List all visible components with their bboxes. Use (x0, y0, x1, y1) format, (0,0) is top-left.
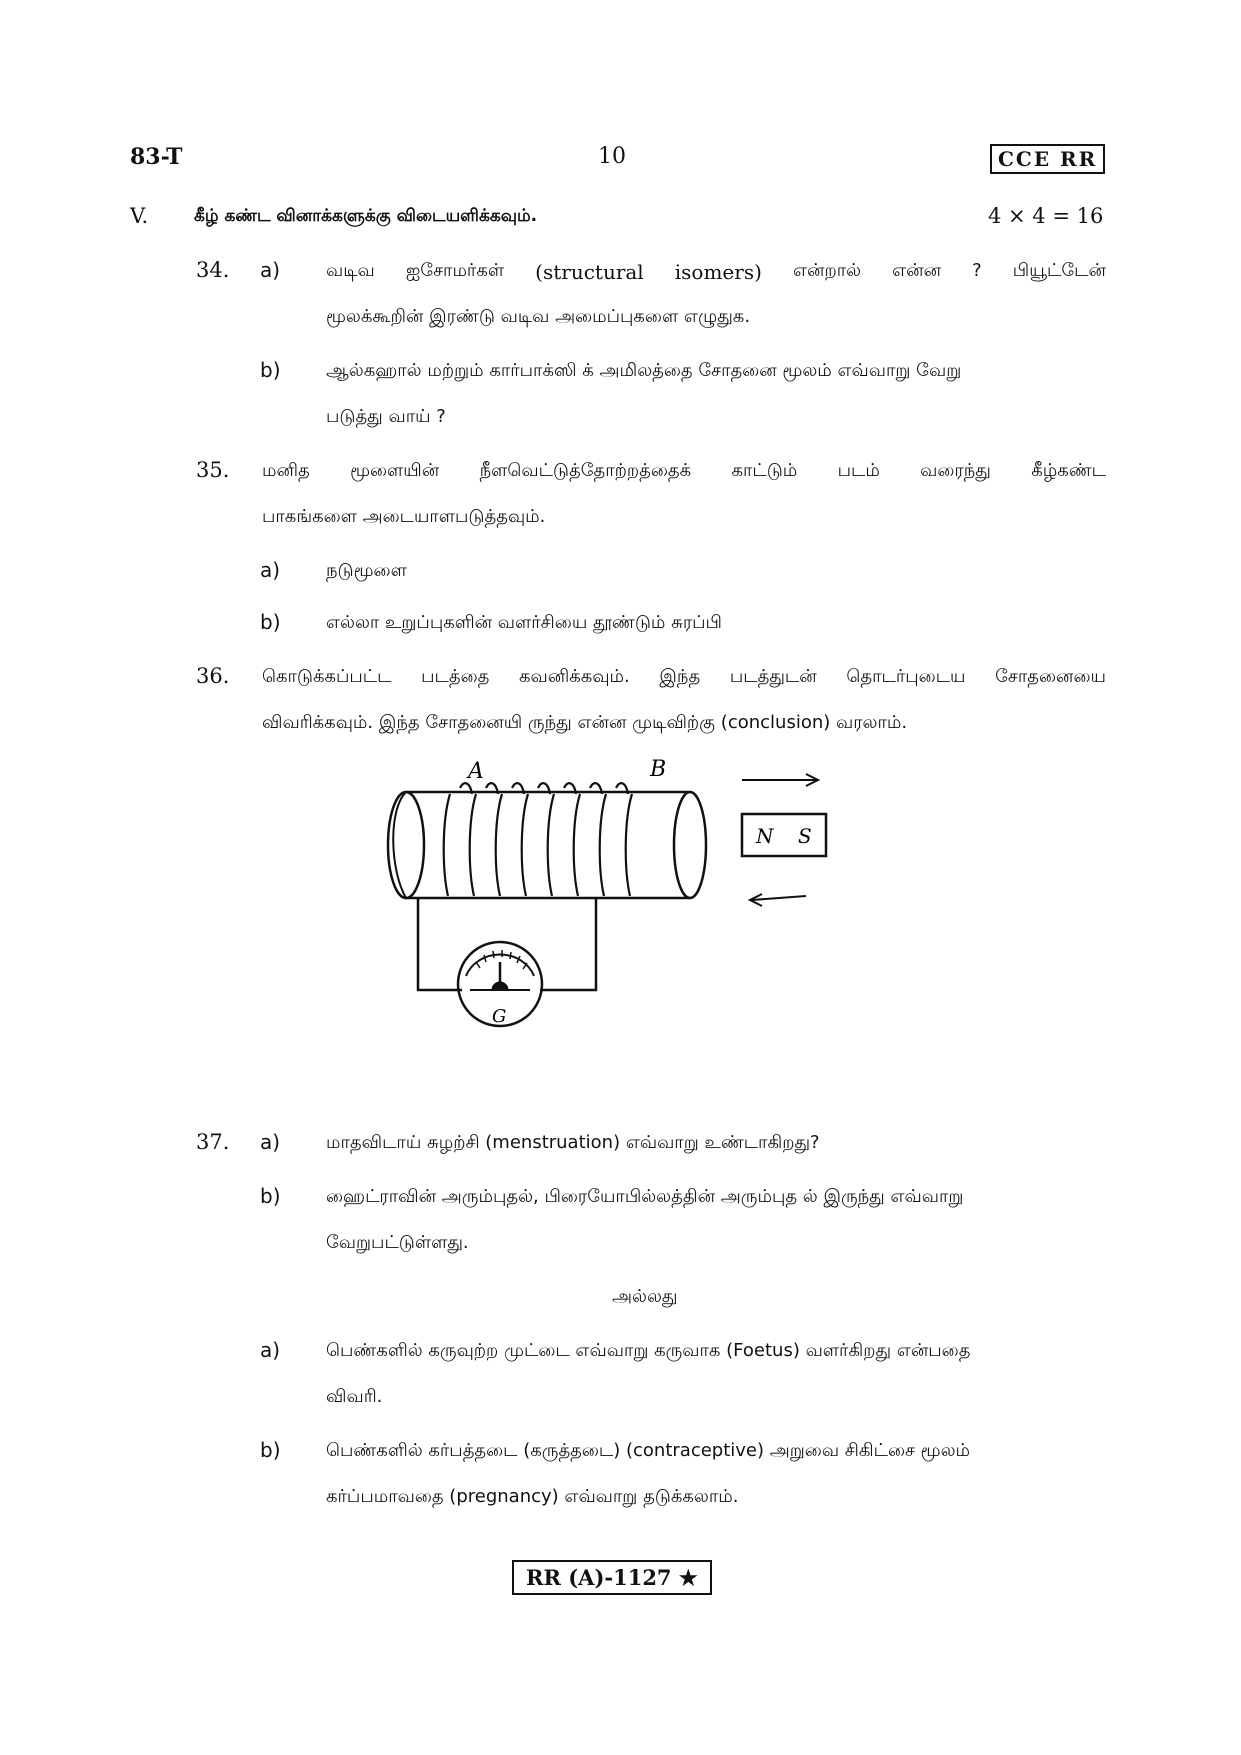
word: சோதனையை (995, 666, 1106, 687)
word: கீழ்கண்ட (1031, 460, 1106, 481)
q34a-line1 (326, 260, 1106, 284)
word: படம் (837, 460, 880, 481)
sub-label: b) (260, 610, 281, 634)
q37b-line2: வேறுபட்டுள்ளது. (326, 1232, 469, 1253)
magnet-s: S (798, 824, 812, 848)
q37-alt-a-line1: பெண்களில் கருவுற்ற முட்டை எவ்வாறு கருவாக (Foetus) வளர்கிறது என்பதை (326, 1340, 971, 1361)
sub-label: a) (260, 1130, 281, 1154)
magnet-n: N (756, 824, 774, 848)
induction-figure (380, 750, 940, 1100)
word: (structural (535, 260, 644, 284)
sub-label: a) (260, 1338, 281, 1362)
word: கொடுக்கப்பட்ட (262, 666, 392, 687)
label-b: B (650, 757, 667, 782)
q37-alt-b-line2: கர்ப்பமாவதை (pregnancy) எவ்வாறு தடுக்கலாம். (326, 1486, 739, 1507)
q34a-line2: மூலக்கூறின் இரண்டு வடிவ அமைப்புகளை எழுதுக. (326, 306, 751, 327)
galvanometer-label: G (492, 1006, 507, 1027)
q37a-text: மாதவிடாய் சுழற்சி (menstruation) எவ்வாறு உண்டாகிறது? (326, 1132, 820, 1153)
q37b-line1: ஹைட்ராவின் அரும்புதல், பிரையோபில்லத்தின் அரும்புத ல் இருந்து எவ்வாறு (326, 1186, 964, 1207)
circuit-wires (418, 898, 596, 990)
question-number: 35. (196, 458, 230, 482)
word: பியூட்டேன் (1012, 260, 1106, 281)
word: வரைந்து (920, 460, 991, 481)
q34b-line2: படுத்து வாய் ? (326, 406, 446, 427)
coil-windings (444, 783, 632, 896)
word: ஐசோமர்கள் (405, 260, 505, 281)
word: இந்த (659, 666, 701, 687)
word: வடிவ (326, 260, 375, 281)
word: என்ன (892, 260, 942, 281)
word: என்றால் (792, 260, 862, 281)
q36-line1 (262, 666, 1106, 689)
question-number: 34. (196, 258, 230, 282)
word: நீளவெட்டுத்தோற்றத்தைக் (479, 460, 692, 481)
word: தொடர்புடைய (846, 666, 966, 687)
bar-magnet (742, 814, 826, 856)
q35-line2: பாகங்களை அடையாளபடுத்தவும். (262, 506, 546, 527)
page-number: 10 (598, 144, 626, 169)
word: படத்தை (421, 666, 490, 687)
q37-alt-a-line2: விவரி. (326, 1386, 383, 1407)
sub-label: a) (260, 258, 281, 282)
q34b-line1: ஆல்கஹால் மற்றும் கார்பாக்ஸி க் அமிலத்தை சோதனை மூலம் எவ்வாறு வேறு (326, 360, 962, 381)
section-marks: 4 × 4 = 16 (988, 204, 1104, 228)
sub-label: b) (260, 358, 281, 382)
paper-code: 83-T (130, 144, 183, 170)
question-number: 37. (196, 1130, 230, 1154)
q35a-text: நடுமூளை (326, 560, 407, 581)
section-title: கீழ் கண்ட வினாக்களுக்கு விடையளிக்கவும். (194, 206, 538, 226)
q37-alt-b-line1: பெண்களில் கர்பத்தடை (கருத்தடை) (contraceptive) அறுவை சிகிட்சை மூலம் (326, 1440, 971, 1461)
or-separator: அல்லது (612, 1286, 678, 1307)
sub-label: b) (260, 1184, 281, 1208)
word: படத்துடன் (729, 666, 817, 687)
word: isomers) (674, 260, 762, 284)
sub-label: a) (260, 558, 281, 582)
cylinder-right-end (674, 792, 706, 898)
q36-line2: விவரிக்கவும். இந்த சோதனையி ருந்து என்ன முடிவிற்கு (conclusion) வரலாம். (262, 712, 908, 733)
q35b-text: எல்லா உறுப்புகளின் வளர்சியை தூண்டும் சுரப்பி (326, 612, 722, 633)
question-number: 36. (196, 664, 230, 688)
word: மூளையின் (350, 460, 440, 481)
sub-label: b) (260, 1438, 281, 1462)
word: காட்டும் (731, 460, 798, 481)
word: மனித (262, 460, 310, 481)
word: கவனிக்கவும். (519, 666, 630, 687)
word: ? (972, 260, 982, 281)
q35-line1 (262, 460, 1106, 483)
series-box: CCE RR (990, 144, 1105, 174)
footer-code: RR (A)-1127 ★ (512, 1560, 712, 1595)
section-number: V. (130, 204, 149, 228)
label-a: A (468, 759, 484, 784)
